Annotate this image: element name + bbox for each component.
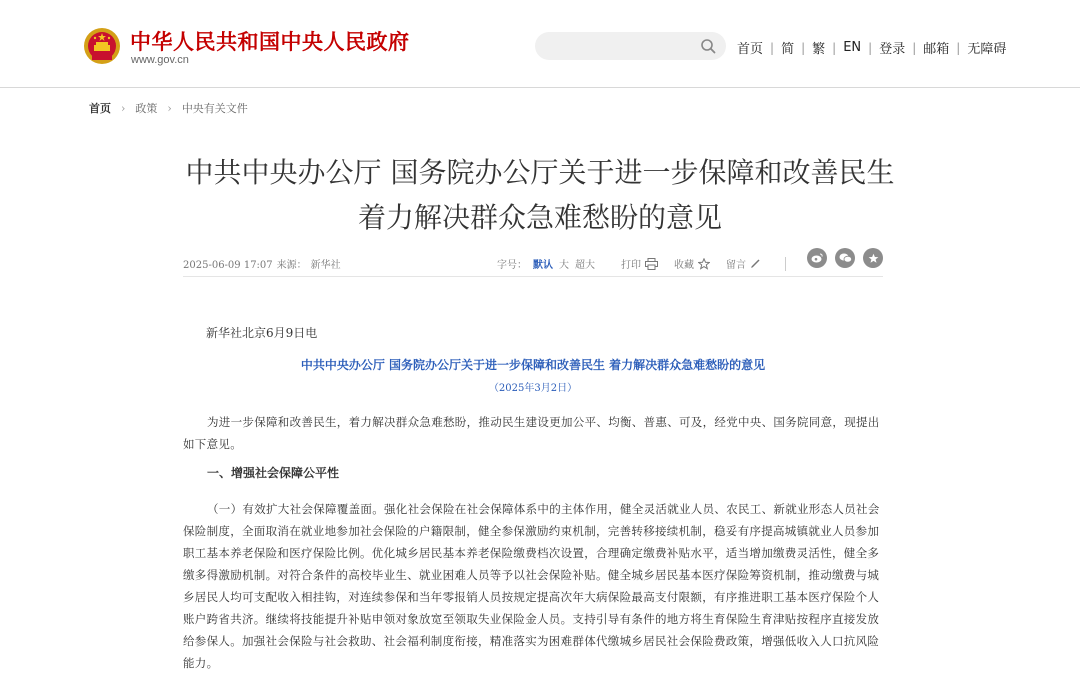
- font-size-default[interactable]: 默认: [533, 260, 553, 271]
- search-icon[interactable]: [700, 38, 716, 54]
- document-title: 中共中央办公厅 国务院办公厅关于进一步保障和改善民生 着力解决群众急难愁盼的意见: [300, 358, 766, 372]
- source-name: 新华社: [310, 260, 341, 271]
- body-paragraph: （一）有效扩大社会保障覆盖面。强化社会保险在社会保障体系中的主体作用，健全灵活就业人员、农民工、新就业形态人员社会保险制度，全面取消在就业地参加社会保险的户籍限制，健全参保激励约束机制，完善转移接续机制，稳妥有序提高城镇就业人员参加职工基本养老保险和医疗保险比例。优化城乡居民基本养老保险缴费档次设置，合理确定缴费补贴水平，适当增加缴费灵活性，健全多缴多得激励机制。对符合条件的高校毕业生、就业困难人员等予以社会保险补贴。健全城乡居民基本医疗保险筹资机制，推动缴费与城乡居民人均可支配收入相挂钩，对连续参保和当年零报销人员按规定提高次年大病保险最高支付限额，有序推进职工基本医疗保险个人账户跨省共济。继续将技能提升补贴申领对象放宽至领取失业保险金人员。支持引导有条件的地方将生育保险生育津贴按程序直接发放给参保人。加强社会保险与社会救助、社会福利制度衔接，精准落实为困难群体代缴城乡居民社会保险费政策，增强低收入人口抗风险能力。: [183, 502, 880, 670]
- top-nav: [737, 38, 1006, 57]
- source-label: 来源：: [276, 260, 307, 271]
- print-label: 打印: [621, 260, 641, 271]
- nav-mail[interactable]: 邮箱: [923, 42, 950, 57]
- comment-label: 留言: [726, 260, 746, 271]
- breadcrumb-home[interactable]: 首页: [89, 102, 111, 115]
- print-icon: [645, 258, 658, 270]
- nav-home[interactable]: 首页: [737, 42, 764, 57]
- nav-english[interactable]: EN: [843, 40, 862, 55]
- page-title: 中共中央办公厅 国务院办公厅关于进一步保障和改善民生 着力解决群众急难愁盼的意见: [185, 156, 895, 234]
- favorite-share-icon[interactable]: [863, 248, 883, 268]
- search-box: [535, 32, 726, 60]
- star-icon: [698, 258, 710, 270]
- article-meta-bar: [183, 251, 883, 277]
- breadcrumb-central-docs[interactable]: 中央有关文件: [181, 102, 248, 115]
- nav-traditional[interactable]: 繁: [812, 42, 826, 57]
- nav-login[interactable]: 登录: [879, 42, 906, 57]
- comment-button[interactable]: [726, 256, 761, 271]
- national-emblem-icon[interactable]: [83, 27, 121, 65]
- nav-divider: |: [770, 40, 775, 55]
- chevron-right-icon: ›: [121, 101, 126, 115]
- article-tools: [497, 256, 799, 271]
- site-header: [0, 0, 1080, 88]
- nav-accessibility[interactable]: 无障碍: [967, 42, 1007, 57]
- nav-divider: |: [832, 40, 837, 55]
- intro-paragraph: 为进一步保障和改善民生，着力解决群众急难愁盼，推动民生建设更加公平、均衡、普惠、可及，经党中央、国务院同意，现提出如下意见。: [183, 415, 880, 451]
- nav-divider: |: [912, 40, 917, 55]
- favorite-button[interactable]: [674, 256, 710, 271]
- nav-divider: |: [868, 40, 873, 55]
- site-url: www.gov.cn: [131, 54, 189, 66]
- font-size-label: 字号：: [497, 260, 527, 271]
- print-button[interactable]: [621, 256, 658, 271]
- document-date: （2025年3月2日）: [488, 383, 578, 394]
- publish-datetime: 2025-06-09 17:07: [183, 260, 273, 271]
- nav-divider: |: [801, 40, 806, 55]
- section-heading: 一、增强社会保障公平性: [207, 466, 340, 480]
- font-size-xlarge[interactable]: 超大: [575, 260, 595, 271]
- nav-simplified[interactable]: 简: [781, 42, 795, 57]
- search-input[interactable]: [547, 36, 697, 56]
- favorite-label: 收藏: [674, 260, 694, 271]
- weibo-icon[interactable]: [807, 248, 827, 268]
- share-icons: [799, 248, 883, 268]
- article-meta-info: [183, 256, 345, 271]
- chevron-right-icon: ›: [167, 101, 172, 115]
- nav-divider: |: [956, 40, 961, 55]
- pencil-icon: [750, 258, 761, 269]
- breadcrumb-policy[interactable]: 政策: [135, 102, 158, 115]
- site-name[interactable]: 中华人民共和国中央人民政府: [130, 30, 410, 54]
- breadcrumb: [89, 100, 248, 116]
- meta-divider: [785, 257, 786, 271]
- dateline: 新华社北京6月9日电: [206, 326, 318, 340]
- font-size-large[interactable]: 大: [559, 260, 569, 271]
- wechat-icon[interactable]: [835, 248, 855, 268]
